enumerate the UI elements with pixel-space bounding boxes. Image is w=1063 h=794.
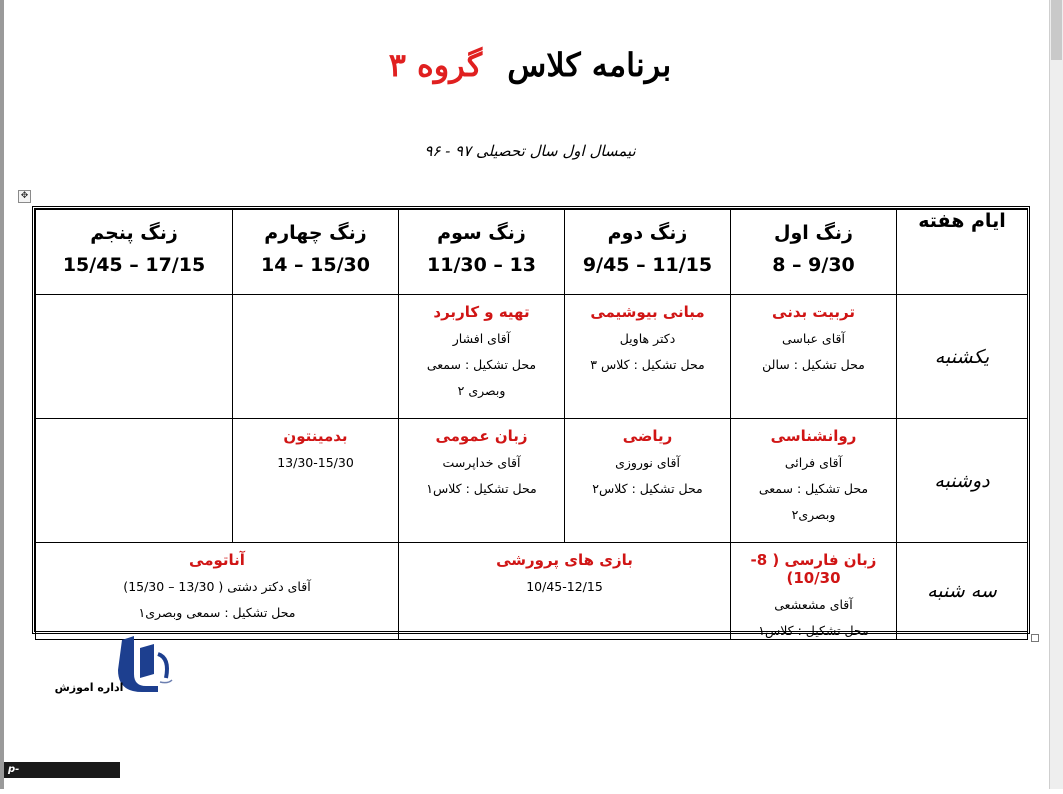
table-resize-handle[interactable] [1031, 634, 1039, 642]
site-watermark: p-safadasht.tvu.ac.ir [4, 762, 120, 778]
period-name: زنگ پنجم [90, 222, 178, 244]
cell-sunday-p2 [565, 295, 731, 419]
row-tuesday [36, 543, 1028, 640]
window-left-border [0, 0, 4, 789]
course-place-cont: وبصری ۲ [457, 383, 506, 398]
course-place: محل تشکیل : کلاس۱ [758, 623, 869, 638]
logo-caption: اداره اموزش [54, 681, 124, 694]
course-title: ریاضی [622, 427, 673, 445]
period-name: زنگ چهارم [264, 222, 367, 244]
cell-sunday-p4 [233, 295, 399, 419]
header-row [36, 210, 1028, 295]
cell-tuesday-c3 [36, 543, 399, 640]
period-time: 8 – 9/30 [772, 254, 855, 276]
course-teacher: آقای عباسی [782, 331, 845, 346]
period-header-3 [399, 210, 565, 295]
page-subtitle: نیمسال اول سال تحصیلی ۹۷ - ۹۶ [424, 142, 636, 160]
period-header-2 [565, 210, 731, 295]
cell-sunday-p3 [399, 295, 565, 419]
course-place: محل تشکیل : کلاس۲ [592, 481, 703, 496]
course-place: محل تشکیل : سمعی [426, 357, 537, 372]
course-title: بازی های پرورشی [496, 551, 633, 569]
day-label-tuesday: سه شنبه [897, 543, 1028, 640]
course-teacher: آقای دکتر دشتی ( 13/30 – 15/30) [123, 579, 311, 594]
course-teacher: آقای افشار [452, 331, 511, 346]
course-title: مبانی بیوشیمی [590, 303, 705, 321]
course-title: تهیه و کاربرد [433, 303, 530, 321]
cell-monday-p5 [36, 419, 233, 543]
course-title: زبان عمومی [435, 427, 528, 445]
course-teacher: آقای خداپرست [442, 455, 521, 470]
course-teacher: دکتر هاویل [619, 331, 676, 346]
cell-monday-p4 [233, 419, 399, 543]
cell-monday-p3 [399, 419, 565, 543]
course-place: محل تشکیل : سمعی [758, 481, 869, 496]
cell-monday-p1 [731, 419, 897, 543]
schedule-table [35, 209, 1028, 640]
course-teacher: آقای نوروزی [615, 455, 680, 470]
cell-sunday-p5 [36, 295, 233, 419]
course-place: محل تشکیل : سالن [762, 357, 865, 372]
period-time: 9/45 – 11/15 [582, 254, 713, 276]
course-title: بدمینتون [283, 427, 348, 445]
scrollbar-thumb[interactable] [1051, 0, 1062, 60]
course-place-cont: وبصری۲ [791, 507, 836, 522]
row-sunday [36, 295, 1028, 419]
schedule-table-frame [32, 206, 1030, 638]
course-teacher: آقای مشعشعی [774, 597, 853, 612]
period-header-4 [233, 210, 399, 295]
course-time: 13/30-15/30 [277, 455, 354, 470]
period-time: 14 – 15/30 [261, 254, 370, 276]
course-teacher: آقای فرائی [784, 455, 843, 470]
page-title [300, 46, 760, 106]
days-header: ایام هفته [897, 210, 1028, 295]
period-header-1 [731, 210, 897, 295]
period-name: زنگ سوم [437, 222, 526, 244]
row-monday [36, 419, 1028, 543]
cell-sunday-p1 [731, 295, 897, 419]
title-main: برنامه کلاس [507, 46, 672, 84]
course-place: محل تشکیل : کلاس۱ [426, 481, 537, 496]
period-time: 11/30 – 13 [427, 254, 536, 276]
vertical-scrollbar[interactable] [1049, 0, 1063, 789]
course-title: روانشناسی [770, 427, 857, 445]
period-header-5 [36, 210, 233, 295]
title-group: گروه ۳ [388, 46, 483, 84]
course-place: محل تشکیل : کلاس ۳ [590, 357, 705, 372]
day-label-monday: دوشنبه [897, 419, 1028, 543]
course-time: 10/45-12/15 [526, 579, 603, 594]
cell-tuesday-c2 [399, 543, 731, 640]
day-label-sunday: یکشنبه [897, 295, 1028, 419]
period-name: زنگ اول [774, 222, 853, 244]
table-move-handle-icon[interactable]: ✥ [18, 190, 31, 203]
course-title: تربیت بدنی [772, 303, 855, 321]
course-place: محل تشکیل : سمعی وبصری۱ [138, 605, 296, 620]
course-title: آناتومی [189, 551, 245, 569]
period-name: زنگ دوم [607, 222, 688, 244]
cell-monday-p2 [565, 419, 731, 543]
period-time: 15/45 – 17/15 [62, 254, 206, 276]
course-title: زبان فارسی ( 8-10/30) [750, 551, 877, 587]
cell-tuesday-c1 [731, 543, 897, 640]
